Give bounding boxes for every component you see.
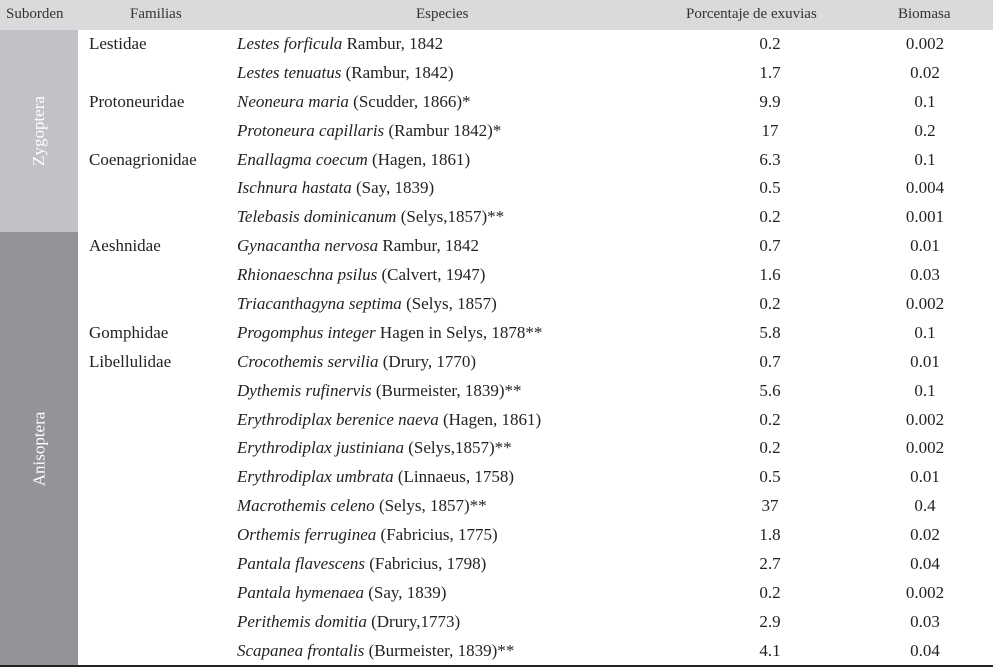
species-author: Hagen in Selys, 1878** xyxy=(375,322,543,342)
species-cell xyxy=(237,63,454,83)
species-name: Progomphus integer xyxy=(237,322,376,342)
biomass-cell: 0.002 xyxy=(905,409,945,429)
species-name: Enallagma coecum xyxy=(237,149,368,169)
biomass-cell: 0.2 xyxy=(914,120,936,140)
biomass-cell: 0.03 xyxy=(910,265,940,285)
table-row xyxy=(0,261,993,290)
percentage-cell: 5.6 xyxy=(759,380,781,400)
species-name: Gynacantha nervosa xyxy=(237,236,379,256)
biomass-cell: 0.004 xyxy=(905,178,945,198)
species-author: (Burmeister, 1839)** xyxy=(364,640,515,660)
table-row xyxy=(0,348,993,377)
table-row xyxy=(0,319,993,348)
species-cell xyxy=(237,178,434,198)
biomass-cell: 0.04 xyxy=(910,554,940,574)
species-cell xyxy=(237,612,460,632)
percentage-cell: 1.6 xyxy=(759,265,781,285)
species-author: (Say, 1839) xyxy=(364,582,447,602)
header-especies: Especies xyxy=(416,6,469,22)
biomass-cell: 0.1 xyxy=(914,149,936,169)
species-name: Perithemis domitia xyxy=(237,611,367,631)
species-cell xyxy=(237,121,501,141)
species-name: Protoneura capillaris xyxy=(237,120,385,140)
biomass-cell: 0.001 xyxy=(905,207,945,227)
biomass-cell: 0.01 xyxy=(910,467,940,487)
species-cell xyxy=(237,554,486,574)
species-cell xyxy=(237,381,522,401)
percentage-cell: 37 xyxy=(761,496,779,516)
species-author: (Selys, 1857)** xyxy=(374,496,487,516)
header-porcentaje: Porcentaje de exuvias xyxy=(686,6,817,22)
table-row xyxy=(0,232,993,261)
species-name: Lestes tenuatus xyxy=(237,62,342,82)
table-row xyxy=(0,550,993,579)
percentage-cell: 0.7 xyxy=(759,236,781,256)
species-name: Erythrodiplax justiniana xyxy=(237,438,405,458)
species-author: (Say, 1839) xyxy=(351,178,435,198)
biomass-cell: 0.1 xyxy=(914,91,936,111)
species-cell xyxy=(237,265,485,285)
species-author: (Fabricius, 1798) xyxy=(364,554,487,574)
species-name: Rhionaeschna psilus xyxy=(237,265,378,285)
species-cell xyxy=(237,525,498,545)
table-row xyxy=(0,290,993,319)
percentage-cell: 0.5 xyxy=(759,467,781,487)
species-author: (Selys, 1857) xyxy=(401,294,497,314)
percentage-cell: 0.2 xyxy=(759,207,781,227)
species-name: Lestes forficula xyxy=(237,34,343,53)
species-cell xyxy=(237,352,476,372)
table-row xyxy=(0,146,993,175)
biomass-cell: 0.1 xyxy=(914,322,936,342)
percentage-cell: 17 xyxy=(761,120,779,140)
family-cell: Gomphidae xyxy=(89,322,169,342)
table-row xyxy=(0,463,993,492)
biomass-cell: 0.002 xyxy=(905,438,945,458)
species-author: (Drury,1773) xyxy=(366,611,461,631)
table-row xyxy=(0,30,993,59)
percentage-cell: 0.2 xyxy=(759,409,781,429)
percentage-cell: 1.7 xyxy=(759,62,781,82)
species-name: Erythrodiplax umbrata xyxy=(237,467,394,487)
species-cell xyxy=(237,236,479,256)
species-name: Scapanea frontalis xyxy=(237,640,365,660)
species-cell xyxy=(237,410,541,430)
header-suborden: Suborden xyxy=(6,6,64,22)
percentage-cell: 0.2 xyxy=(759,34,781,53)
species-name: Triacanthagyna septima xyxy=(237,294,402,314)
species-cell xyxy=(237,438,512,458)
species-author: Rambur, 1842 xyxy=(342,34,444,53)
percentage-cell: 0.2 xyxy=(759,294,781,314)
species-author: (Rambur 1842)* xyxy=(384,120,502,140)
table-bottom-rule xyxy=(0,665,993,667)
percentage-cell: 0.2 xyxy=(759,438,781,458)
biomass-cell: 0.002 xyxy=(905,582,945,602)
percentage-cell: 2.9 xyxy=(759,611,781,631)
percentage-cell: 5.8 xyxy=(759,322,781,342)
table-row xyxy=(0,579,993,608)
species-author: (Selys,1857)** xyxy=(396,207,505,227)
family-cell: Aeshnidae xyxy=(89,236,161,256)
suborder-label: Anisoptera xyxy=(29,411,48,487)
species-author: (Hagen, 1861) xyxy=(367,149,471,169)
species-author: (Drury, 1770) xyxy=(378,351,477,371)
header-biomasa: Biomasa xyxy=(898,6,951,22)
table-row xyxy=(0,608,993,637)
species-name: Neoneura maria xyxy=(237,91,349,111)
species-name: Pantala flavescens xyxy=(237,554,365,574)
species-cell xyxy=(237,150,470,170)
table-row xyxy=(0,203,993,232)
species-cell xyxy=(237,207,504,227)
species-cell xyxy=(237,92,471,112)
species-author: Rambur, 1842 xyxy=(378,236,480,256)
biomass-cell: 0.02 xyxy=(910,525,940,545)
species-author: (Rambur, 1842) xyxy=(341,62,454,82)
table-row xyxy=(0,492,993,521)
percentage-cell: 2.7 xyxy=(759,554,781,574)
species-author: (Burmeister, 1839)** xyxy=(371,380,522,400)
percentage-cell: 0.5 xyxy=(759,178,781,198)
table-header xyxy=(0,0,993,30)
percentage-cell: 0.2 xyxy=(759,582,781,602)
biomass-cell: 0.03 xyxy=(910,611,940,631)
table-row xyxy=(0,174,993,203)
species-cell xyxy=(237,467,514,487)
species-name: Macrothemis celeno xyxy=(237,496,375,516)
species-author: (Hagen, 1861) xyxy=(438,409,542,429)
header-familias: Familias xyxy=(130,6,182,22)
percentage-cell: 9.9 xyxy=(759,91,781,111)
biomass-cell: 0.4 xyxy=(914,496,936,516)
species-name: Crocothemis servilia xyxy=(237,351,379,371)
table-row xyxy=(0,406,993,435)
percentage-cell: 0.7 xyxy=(759,351,781,371)
species-name: Ischnura hastata xyxy=(237,178,352,198)
species-name: Dythemis rufinervis xyxy=(237,380,372,400)
family-cell: Lestidae xyxy=(89,34,147,53)
species-author: (Fabricius, 1775) xyxy=(376,525,498,545)
species-author: (Selys,1857)** xyxy=(404,438,512,458)
species-author: (Linnaeus, 1758) xyxy=(393,467,515,487)
table-row xyxy=(0,88,993,117)
family-cell: Protoneuridae xyxy=(89,91,185,111)
biomass-cell: 0.02 xyxy=(910,62,940,82)
species-cell xyxy=(237,496,487,516)
species-author: (Calvert, 1947) xyxy=(377,265,486,285)
family-cell: Coenagrionidae xyxy=(89,149,197,169)
table-row xyxy=(0,59,993,88)
percentage-cell: 6.3 xyxy=(759,149,781,169)
biomass-cell: 0.01 xyxy=(910,351,940,371)
species-name: Orthemis ferruginea xyxy=(237,525,377,545)
percentage-cell: 4.1 xyxy=(759,640,781,660)
table-row xyxy=(0,637,993,666)
biomass-cell: 0.002 xyxy=(905,34,945,53)
table-body xyxy=(0,30,993,666)
species-name: Erythrodiplax berenice naeva xyxy=(237,409,439,429)
species-cell xyxy=(237,34,443,54)
species-name: Pantala hymenaea xyxy=(237,582,364,602)
percentage-cell: 1.8 xyxy=(759,525,781,545)
species-author: (Scudder, 1866)* xyxy=(348,91,471,111)
family-cell: Libellulidae xyxy=(89,351,172,371)
table-row xyxy=(0,521,993,550)
table-row xyxy=(0,377,993,406)
biomass-cell: 0.04 xyxy=(910,640,940,660)
suborder-label: Zygoptera xyxy=(28,96,48,166)
species-cell xyxy=(237,323,542,343)
species-cell xyxy=(237,294,497,314)
biomass-cell: 0.002 xyxy=(905,294,945,314)
biomass-cell: 0.01 xyxy=(910,236,940,256)
species-name: Telebasis dominicanum xyxy=(237,207,397,227)
table-row xyxy=(0,434,993,463)
species-cell xyxy=(237,641,514,661)
biomass-cell: 0.1 xyxy=(914,380,936,400)
table-row xyxy=(0,117,993,146)
species-cell xyxy=(237,583,446,603)
